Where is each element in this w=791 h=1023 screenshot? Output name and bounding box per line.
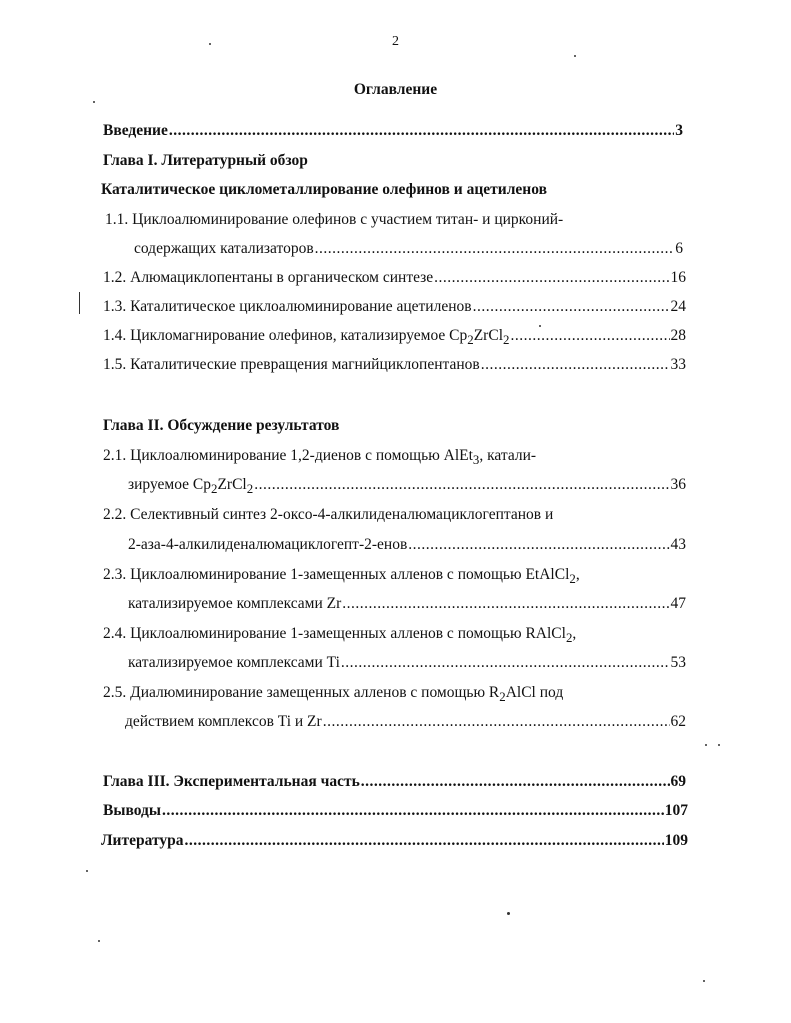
label-text: ,	[572, 625, 577, 642]
formula-part: Zr	[473, 327, 489, 344]
toc-entry-page: 28	[670, 327, 686, 344]
toc-entry-page: 36	[670, 476, 686, 493]
toc-entry-label: катализируемое комплексами Zr	[128, 595, 342, 612]
chapter-1-title: Глава I. Литературный обзор	[103, 152, 308, 169]
toc-entry-2-3	[128, 594, 686, 614]
formula-part: Cl	[232, 476, 247, 493]
toc-entry-label	[128, 475, 253, 499]
toc-entry-1-4	[103, 326, 686, 350]
toc-entry-1-3	[103, 297, 686, 317]
leader-dots	[341, 653, 670, 673]
leader-dots	[481, 355, 670, 375]
leader-dots	[434, 268, 669, 288]
formula-part: Zr	[217, 476, 233, 493]
toc-entry-page: 53	[670, 654, 686, 671]
leader-dots	[254, 475, 669, 495]
leader-dots	[342, 594, 669, 614]
label-text: 2.5. Диалюминирование замещенных алленов с помощью R	[103, 684, 500, 701]
toc-entry-page: 107	[664, 802, 688, 819]
leader-dots	[408, 535, 669, 555]
toc-entry-label: 2-аза-4-алкилиденалюмациклогепт-2-енов	[128, 536, 408, 553]
subscript: 2	[499, 689, 506, 705]
toc-entry-label: Глава III. Экспериментальная часть	[103, 773, 360, 790]
toc-entry-chapter-3	[103, 772, 686, 792]
subscript: 2	[565, 630, 573, 646]
label-text: 1.4. Цикломагнирование олефинов, катализируемое Cp	[103, 327, 468, 344]
toc-entry-label: катализируемое комплексами Ti	[128, 654, 340, 671]
toc-entry-2-5-line1	[103, 683, 563, 707]
toc-entry-label: 1.5. Каталитические превращения магнийциклопентанов	[103, 356, 480, 373]
subscript: 3	[472, 452, 480, 468]
scan-speck	[507, 912, 510, 915]
toc-entry-label: Литература	[101, 832, 184, 849]
leader-dots	[169, 121, 674, 141]
toc-entry-label: 1.2. Алюмациклопентаны в органическом синтезе	[103, 269, 434, 286]
toc-entry-label: Выводы	[103, 802, 161, 819]
leader-dots	[315, 239, 675, 259]
toc-entry-page: 24	[670, 298, 686, 315]
chapter-1-subtitle: Каталитическое циклометаллирование олефинов и ацетиленов	[101, 181, 547, 198]
leader-dots	[361, 772, 670, 792]
toc-entry-2-1	[128, 475, 686, 499]
toc-entry-intro	[103, 121, 683, 141]
toc-entry-1-2	[103, 268, 686, 288]
toc-entry-2-4	[128, 653, 686, 673]
subscript: 2	[503, 332, 510, 348]
scan-speck	[98, 940, 100, 942]
toc-entry-2-3-line1	[103, 565, 580, 589]
leader-dots	[510, 326, 669, 346]
toc-entry-page: 33	[670, 356, 686, 373]
toc-entry-conclusions	[103, 801, 688, 821]
toc-entry-label: действием комплексов Ti и Zr	[125, 713, 322, 730]
page-number: 2	[392, 34, 399, 49]
scan-speck	[539, 325, 541, 327]
subscript: 2	[210, 481, 218, 497]
formula-part: Cl	[488, 327, 504, 344]
toc-entry-page: 3	[675, 122, 683, 139]
scan-speck	[718, 744, 720, 746]
toc-entry-label: Введение	[103, 122, 168, 139]
toc-entry-page: 47	[670, 595, 686, 612]
toc-entry-label	[103, 326, 509, 350]
label-text: ,	[575, 566, 580, 583]
leader-dots	[162, 801, 664, 821]
scan-speck	[703, 980, 705, 982]
toc-entry-page: 109	[664, 832, 688, 849]
label-text: 2.3. Циклоалюминирование 1-замещенных алленов с помощью EtAlCl	[103, 566, 570, 583]
scan-speck	[93, 101, 95, 103]
toc-entry-1-1-line1: 1.1. Циклоалюминирование олефинов с участием титан- и цирконий-	[105, 211, 564, 228]
subscript: 2	[569, 571, 576, 587]
toc-entry-page: 69	[670, 773, 686, 790]
toc-entry-page: 6	[675, 240, 683, 257]
leader-dots	[323, 712, 670, 732]
label-text: AlCl под	[505, 684, 564, 701]
toc-entry-2-4-line1	[103, 624, 576, 648]
label-text: 2.1. Циклоалюминирование 1,2-диенов с помощью AlEt	[103, 447, 473, 464]
label-text: зируемое Cp	[128, 476, 211, 493]
toc-entry-page: 62	[670, 713, 686, 730]
scan-speck	[79, 292, 80, 314]
toc-entry-1-1	[134, 239, 683, 259]
toc-entry-2-5	[125, 712, 686, 732]
toc-entry-references	[101, 831, 688, 851]
toc-entry-2-2-line1: 2.2. Селективный синтез 2-оксо-4-алкилиденалюмациклогептанов и	[103, 506, 554, 523]
subscript: 2	[467, 332, 474, 348]
toc-entry-label: 1.3. Каталитическое циклоалюминирование ацетиленов	[103, 298, 472, 315]
scan-speck	[209, 43, 211, 45]
toc-entry-page: 16	[670, 269, 686, 286]
toc-entry-2-2	[128, 535, 686, 555]
toc-title: Оглавление	[353, 81, 438, 98]
subscript: 2	[246, 481, 254, 497]
chapter-2-title: Глава II. Обсуждение результатов	[103, 417, 340, 434]
toc-entry-label: содержащих катализаторов	[134, 240, 314, 257]
scan-speck	[574, 55, 576, 57]
scan-speck	[86, 870, 88, 872]
scan-speck	[705, 744, 707, 746]
leader-dots	[473, 297, 670, 317]
label-text: , катали-	[479, 447, 537, 464]
toc-entry-page: 43	[670, 536, 686, 553]
toc-entry-1-5	[103, 355, 686, 375]
leader-dots	[184, 831, 663, 851]
label-text: 2.4. Циклоалюминирование 1-замещенных алленов с помощью RAlCl	[103, 625, 566, 642]
toc-entry-2-1-line1	[103, 446, 536, 470]
